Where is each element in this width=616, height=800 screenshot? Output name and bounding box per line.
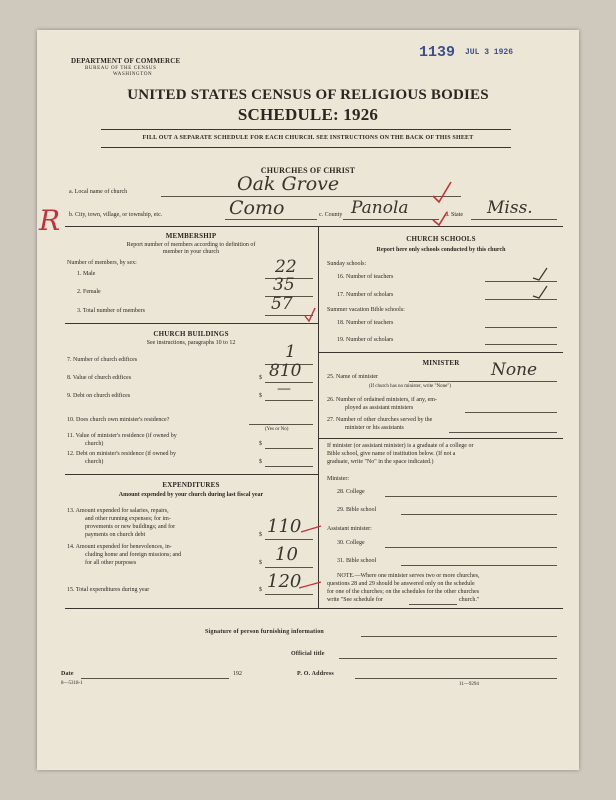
bureau-city: WASHINGTON: [113, 72, 153, 77]
assistant-subheading: Assistant minister:: [327, 526, 372, 532]
city-label: b. City, town, village, or township, etc.: [69, 212, 163, 218]
instruction-line: FILL OUT A SEPARATE SCHEDULE FOR EACH CHURCH. SEE INSTRUCTIONS ON THE BACK OF THIS SHEET: [142, 135, 474, 141]
red-check-mark-icon: [433, 182, 451, 202]
red-strike-mark-icon: [299, 582, 321, 588]
edifices-debt-label: 9. Debt on church edifices: [67, 393, 131, 399]
college-note-1: If minister (or assistant minister) is a graduate of a college or: [327, 443, 474, 449]
red-check-mark-icon: [433, 212, 447, 225]
expense-13-value[interactable]: 110: [267, 516, 302, 537]
red-check-mark-icon: [305, 308, 315, 321]
membership-note-1: Report number of members according to definition of: [126, 242, 256, 248]
dollar-sign: $: [259, 375, 262, 381]
female-value[interactable]: 35: [273, 275, 295, 295]
minister-note-1: NOTE.—Where one minister serves two or more churches,: [337, 573, 480, 579]
assistant-bible-school-label: 31. Bible school: [337, 558, 377, 564]
schedule-title: SCHEDULE: 1926: [237, 105, 379, 124]
edifices-debt-value[interactable]: —: [277, 381, 291, 397]
po-address-label: P. O. Address: [297, 671, 334, 677]
local-name-value[interactable]: Oak Grove: [237, 173, 340, 195]
dollar-sign: $: [259, 393, 262, 399]
sunday-schools-label: Sunday schools:: [327, 261, 367, 267]
pen-marks: [37, 30, 579, 770]
minister-bible-school-label: 29. Bible school: [337, 507, 377, 513]
edifices-value-label: 8. Value of church edifices: [67, 375, 132, 381]
county-label: c. County: [319, 212, 343, 218]
minister-note-3: for one of the churches; on the schedules for the other churches: [327, 589, 480, 595]
summer-schools-label: Summer vacation Bible schools:: [327, 307, 405, 313]
minister-note-2: questions 28 and 29 should be answered only on the schedule: [327, 581, 475, 587]
sunday-teachers-label: 16. Number of teachers: [337, 274, 394, 280]
receipt-stamp-date: JUL 3 1926: [465, 48, 514, 57]
minister-name-hint: (If church has no minister, write "None"): [369, 384, 452, 389]
membership-note-2: member in your church: [162, 249, 220, 255]
denomination-heading: CHURCHES OF CHRIST: [260, 166, 356, 175]
expense-14-line-3: for all other purposes: [85, 560, 137, 566]
edifices-count-label: 7. Number of church edifices: [67, 357, 138, 363]
minister-subheading: Minister:: [327, 476, 349, 482]
buildings-note: See instructions, paragraphs 10 to 12: [146, 340, 236, 346]
expense-15-value[interactable]: 120: [267, 571, 302, 592]
expense-13-line-4: payments on church debt: [85, 532, 146, 538]
summer-scholars-label: 19. Number of scholars: [337, 337, 394, 343]
pencil-check-mark-icon: [533, 268, 547, 280]
residence-debt-label-2: church): [85, 459, 104, 465]
assistant-college-label: 30. College: [337, 540, 365, 546]
ordained-ministers-label-1: 26. Number of ordained ministers, if any, em-: [327, 397, 437, 403]
official-title-label: Official title: [291, 651, 325, 657]
schools-note: Report here only schools conducted by this church: [376, 247, 506, 253]
local-name-label: a. Local name of church: [69, 189, 128, 195]
residence-debt-label-1: 12. Debt on minister's residence (if owned by: [67, 451, 177, 457]
dollar-sign: $: [259, 532, 262, 538]
county-value[interactable]: Panola: [351, 198, 409, 218]
year-prefix: 192: [233, 671, 242, 677]
minister-name-value[interactable]: None: [491, 360, 538, 380]
expense-13-line-1: 13. Amount expended for salaries, repairs,: [67, 508, 169, 514]
state-label: d. State: [445, 212, 463, 218]
total-members-value[interactable]: 57: [271, 294, 293, 314]
dollar-sign: $: [259, 587, 262, 593]
sunday-scholars-label: 17. Number of scholars: [337, 292, 394, 298]
other-churches-label-1: 27. Number of other churches served by the: [327, 417, 433, 423]
college-note-3: graduate, write "No" in the space indicated.): [327, 459, 434, 465]
minister-note-5: church.": [459, 597, 480, 603]
minister-note-4: write "See schedule for: [327, 597, 383, 603]
minister-name-label: 25. Name of minister: [327, 374, 378, 380]
membership-heading: MEMBERSHIP: [165, 232, 217, 240]
other-churches-label-2: minister or his assistants: [345, 425, 404, 431]
form-title: UNITED STATES CENSUS OF RELIGIOUS BODIES: [127, 87, 489, 103]
signature-label: Signature of person furnishing information: [205, 629, 324, 635]
state-value[interactable]: Miss.: [487, 198, 533, 218]
male-value[interactable]: 22: [275, 257, 297, 277]
expense-13-line-3: provements or new buildings; and for: [85, 524, 176, 530]
expense-15-label: 15. Total expenditures during year: [67, 587, 150, 593]
college-note-2: Bible school, give name of institution below. (If not a: [327, 451, 456, 457]
department-name: DEPARTMENT OF COMMERCE: [71, 57, 181, 65]
total-members-label: 3. Total number of members: [77, 308, 145, 314]
reviewer-mark: R: [39, 204, 61, 237]
print-number: 11—9294: [459, 682, 479, 687]
expenditures-heading: EXPENDITURES: [162, 481, 220, 489]
residence-owned-label: 10. Does church own minister's residence?: [67, 417, 170, 423]
yes-no-hint: (Yes or No): [265, 427, 289, 432]
census-schedule-sheet: [37, 30, 579, 770]
edifices-value-value[interactable]: 810: [269, 361, 302, 381]
form-number: 8—5318-1: [61, 681, 83, 686]
expense-14-line-1: 14. Amount expended for benevolences, in-: [67, 544, 172, 550]
expense-14-value[interactable]: 10: [275, 544, 298, 565]
residence-value-label-1: 11. Value of minister's residence (if owned by: [67, 433, 177, 439]
dollar-sign: $: [259, 560, 262, 566]
bureau-name: BUREAU OF THE CENSUS: [85, 66, 157, 71]
members-by-sex-label: Number of members, by sex:: [67, 260, 137, 266]
expense-14-line-2: cluding home and foreign missions; and: [85, 552, 182, 558]
minister-heading: MINISTER: [422, 359, 460, 367]
date-label: Date: [61, 671, 74, 677]
dollar-sign: $: [259, 459, 262, 465]
ordained-ministers-label-2: ployed as assistant ministers: [345, 405, 414, 411]
pencil-check-mark-icon: [533, 286, 547, 298]
residence-value-label-2: church): [85, 441, 104, 447]
minister-college-label: 28. College: [337, 489, 365, 495]
city-value[interactable]: Como: [229, 197, 285, 219]
summer-teachers-label: 18. Number of teachers: [337, 320, 394, 326]
buildings-heading: CHURCH BUILDINGS: [153, 330, 229, 338]
female-label: 2. Female: [77, 289, 101, 295]
edifices-count-value[interactable]: 1: [285, 342, 296, 362]
receipt-stamp-number: 1139: [419, 44, 456, 61]
expense-13-line-2: and other running expenses; for im-: [85, 516, 171, 522]
expenditures-note: Amount expended by your church during last fiscal year: [118, 492, 264, 498]
schools-heading: CHURCH SCHOOLS: [406, 235, 476, 243]
dollar-sign: $: [259, 441, 262, 447]
red-strike-mark-icon: [301, 526, 321, 532]
male-label: 1. Male: [77, 271, 96, 277]
